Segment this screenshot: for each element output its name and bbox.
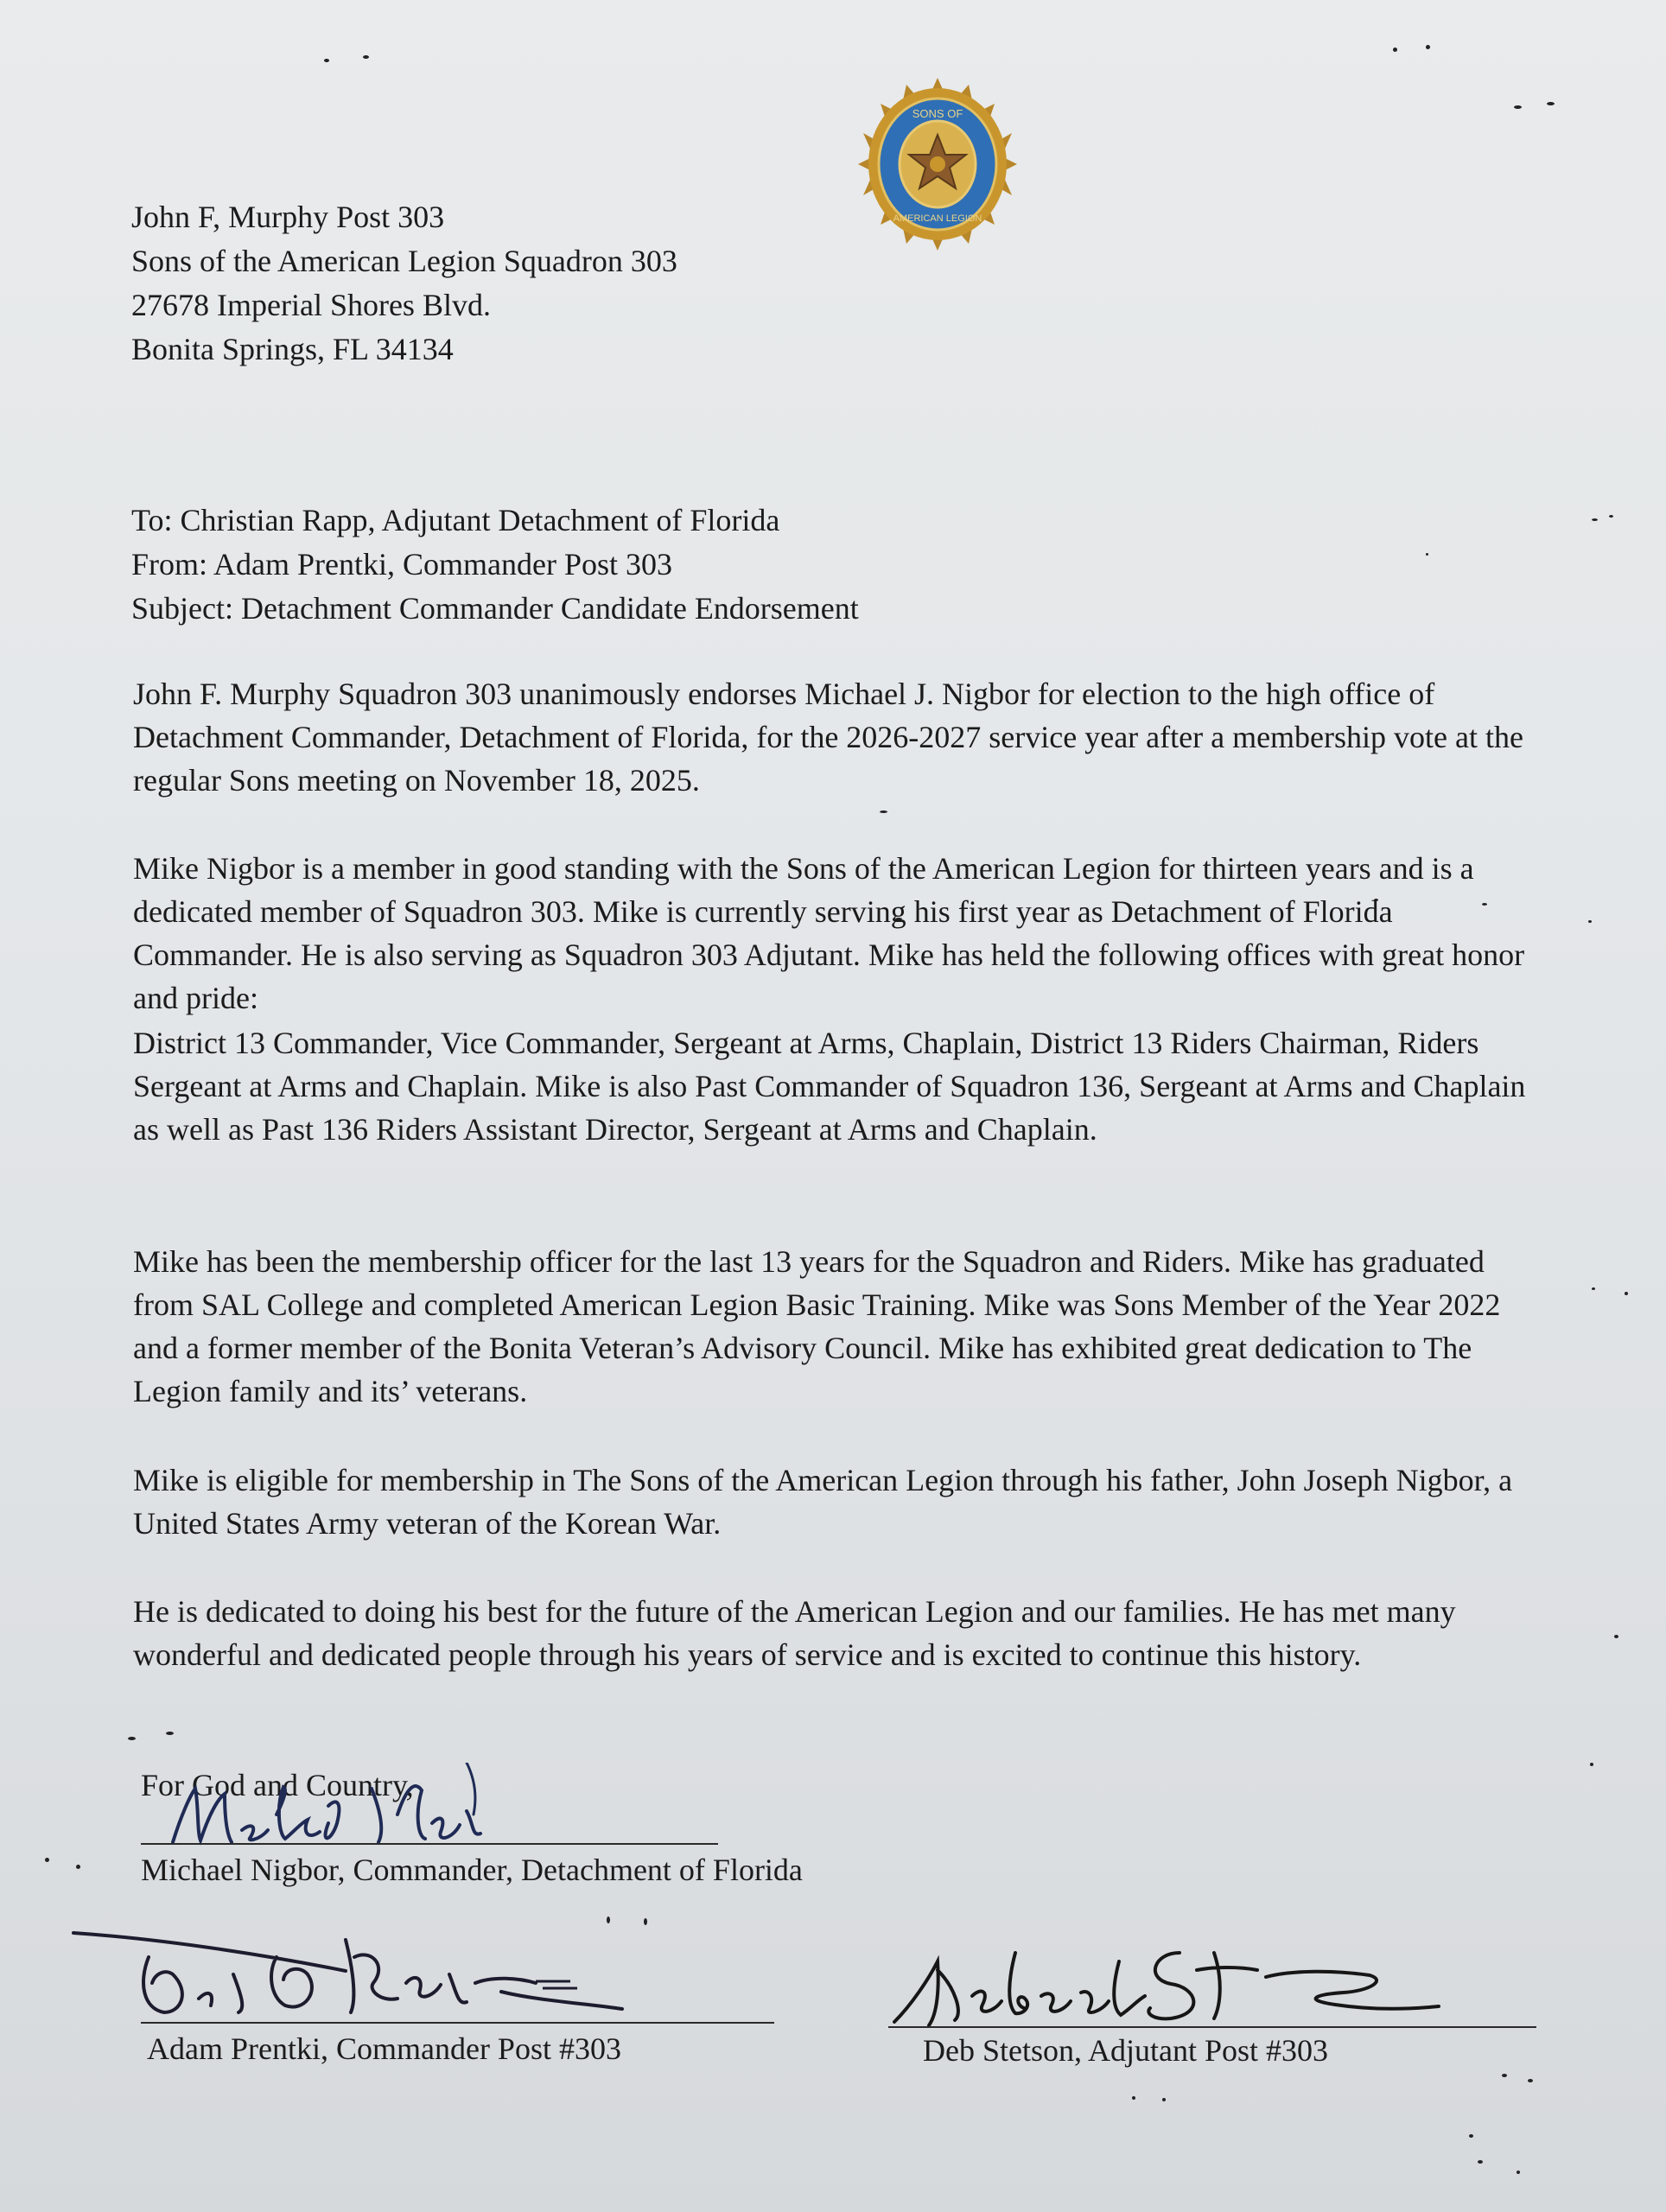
- address-line: John F, Murphy Post 303: [131, 200, 445, 234]
- speck: [324, 59, 329, 62]
- paragraph-dedication: He is dedicated to doing his best for the future of the American Legion and our families. He has met many wonderful and dedicated people through his years of service and is excited to continue this history.: [133, 1594, 1456, 1672]
- speck: [1588, 920, 1592, 923]
- speck: [1590, 1763, 1593, 1766]
- speck: [1469, 2134, 1473, 2138]
- speck: [45, 1858, 49, 1862]
- memo-subject: Subject: Detachment Commander Candidate Endorsement: [131, 591, 859, 626]
- speck: [1502, 2074, 1507, 2077]
- speck: [1162, 2098, 1166, 2101]
- speck: [1478, 2160, 1483, 2164]
- body-paragraph: [133, 1590, 1550, 1676]
- body-paragraph: [133, 1459, 1550, 1545]
- speck: [1426, 553, 1428, 556]
- memo-header: [131, 499, 859, 631]
- adjutant-signature-line: [888, 2026, 1536, 2028]
- speck: [1547, 102, 1555, 105]
- speck: [1517, 2171, 1520, 2174]
- sons-of-the-american-legion-emblem-icon: [855, 69, 1020, 259]
- address-line: Bonita Springs, FL 34134: [131, 332, 454, 366]
- paragraph-membership: Mike Nigbor is a member in good standing with the Sons of the American Legion for thirteen years and is a dedicated member of Squadron 303. Mike is currently serving his first year as Detachment of Florida Commander. He is also serving as Squadron 303 Adjutant. Mike has held the following offices with great honor and pride:: [133, 851, 1525, 1015]
- candidate-signature-line: [141, 1843, 718, 1845]
- speck: [1393, 48, 1397, 52]
- svg-text:AMERICAN LEGION: AMERICAN LEGION: [893, 213, 982, 224]
- closing-salutation: For God and Country,: [141, 1768, 414, 1802]
- memo-to: To: Christian Rapp, Adjutant Detachment of Florida: [131, 503, 780, 537]
- body-paragraph: [133, 1240, 1550, 1413]
- speck: [1614, 1635, 1618, 1638]
- adjutant-signature-caption: Deb Stetson, Adjutant Post #303: [923, 2033, 1329, 2068]
- commander-handwritten-signature: [69, 1923, 674, 2026]
- speck: [166, 1732, 174, 1735]
- speck: [880, 810, 887, 813]
- body-paragraph: [133, 1021, 1550, 1151]
- speck: [1426, 45, 1430, 49]
- speck: [363, 55, 369, 59]
- sender-address: [131, 195, 677, 372]
- speck: [1592, 518, 1598, 521]
- commander-signature-line: [141, 2022, 774, 2024]
- speck: [1528, 2079, 1533, 2082]
- address-line: Sons of the American Legion Squadron 303: [131, 244, 677, 278]
- paragraph-service: Mike has been the membership officer for the last 13 years for the Squadron and Riders. Mike has graduated from SAL College and completed American Legion Basic Training. Mike was Sons Member of the Year 2022 and a former member of the Bonita Veteran’s Advisory Council. Mike has exhibited great dedication to The Legion family and its’ veterans.: [133, 1244, 1501, 1408]
- memo-from: From: Adam Prentki, Commander Post 303: [131, 547, 672, 582]
- adjutant-handwritten-signature: [886, 1936, 1473, 2031]
- speck: [1592, 1287, 1595, 1290]
- paragraph-offices: District 13 Commander, Vice Commander, Sergeant at Arms, Chaplain, District 13 Riders Chairman, Riders Sergeant at Arms and Chaplain. Mike is also Past Commander of Squadron 136, Sergeant at Arms and Chaplain as well as Past 136 Riders Assistant Director, Sergeant at Arms and Chaplain.: [133, 1026, 1526, 1147]
- speck: [1625, 1292, 1628, 1295]
- speck: [1132, 2096, 1135, 2100]
- speck: [1609, 515, 1613, 518]
- paragraph-endorsement: John F. Murphy Squadron 303 unanimously endorses Michael J. Nigbor for election to the high office of Detachment Commander, Detachment of Florida, for the 2026-2027 service year after a membership vote at the regular Sons meeting on November 18, 2025.: [133, 677, 1523, 798]
- commander-signature-caption: Adam Prentki, Commander Post #303: [147, 2031, 621, 2066]
- body-paragraph: [133, 672, 1550, 802]
- speck: [128, 1737, 136, 1740]
- candidate-signature-caption: Michael Nigbor, Commander, Detachment of Florida: [141, 1853, 803, 1887]
- speck: [1514, 105, 1522, 109]
- address-line: 27678 Imperial Shores Blvd.: [131, 288, 491, 322]
- body-paragraph: [133, 847, 1550, 1020]
- svg-text:SONS OF: SONS OF: [912, 107, 963, 120]
- paragraph-eligibility: Mike is eligible for membership in The Sons of the American Legion through his father, John Joseph Nigbor, a United States Army veteran of the Korean War.: [133, 1463, 1513, 1541]
- speck: [76, 1865, 80, 1869]
